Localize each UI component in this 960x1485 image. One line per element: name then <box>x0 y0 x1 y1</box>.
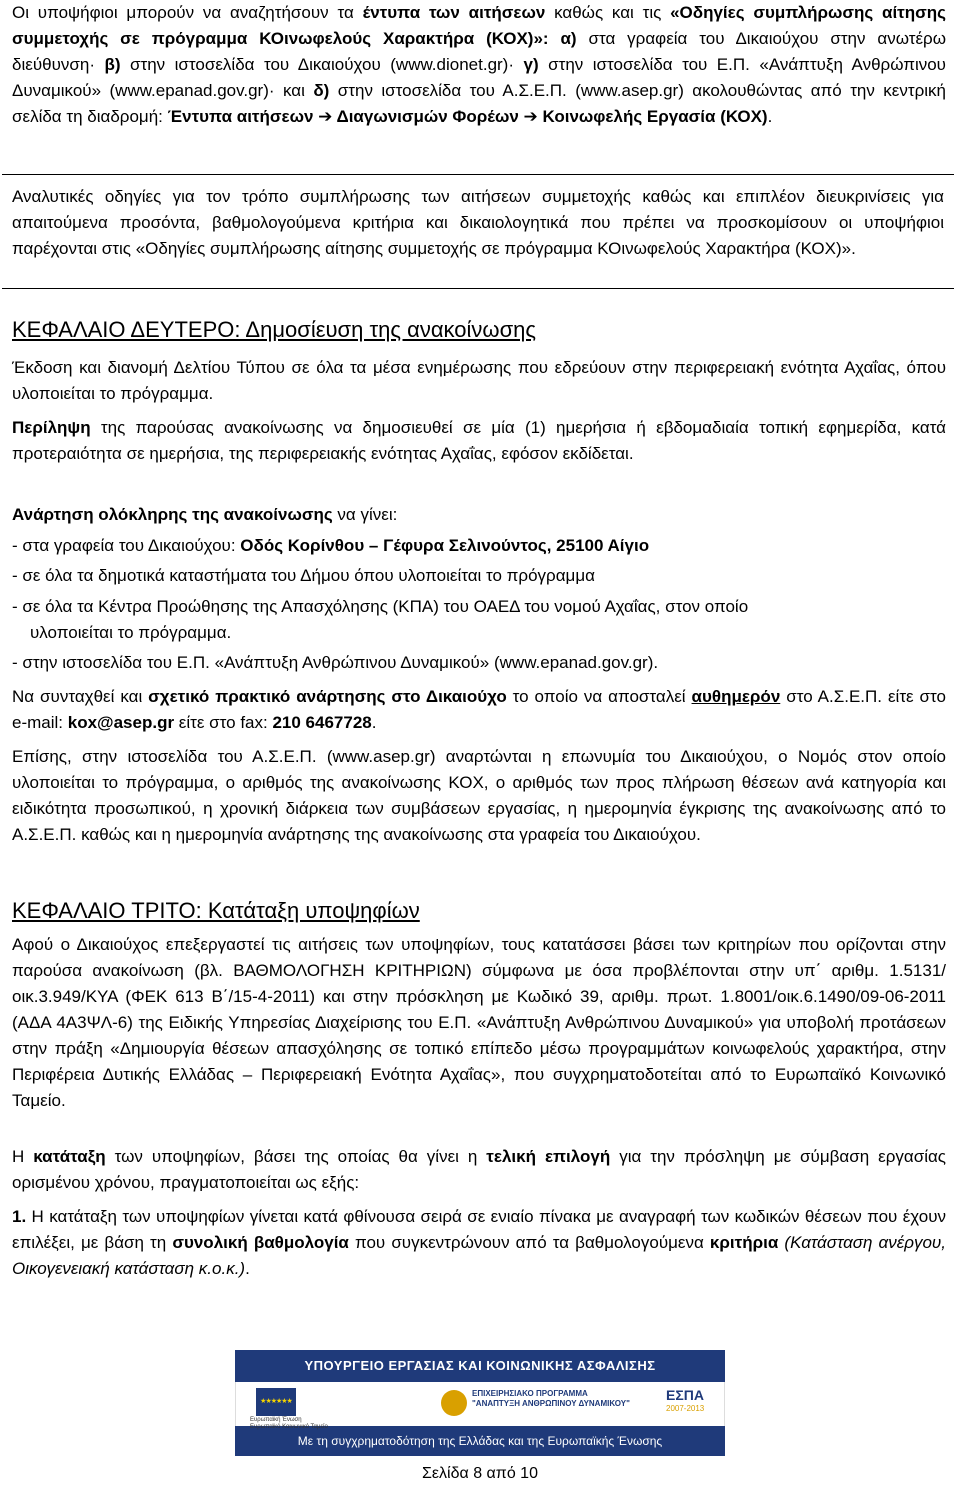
text: . <box>245 1259 250 1278</box>
list-marker: δ) <box>313 81 330 100</box>
summary-paragraph <box>12 415 946 467</box>
text: στην ιστοσελίδα του Δικαιούχου (www.dionet.gr)· <box>120 55 524 74</box>
press-release-paragraph <box>12 355 946 407</box>
chapter2-heading <box>12 316 536 344</box>
text-italic: (Κατάσταση ανέργου, Οικογενειακή κατάσταση κ.ο.κ.) <box>12 1233 946 1278</box>
text: Αφού ο Δικαιούχος επεξεργαστεί τις αιτήσεις των υποψηφίων, τους κατατάσσει βάσει των κριτηρίων που ορίζονται στην παρούσα ανακοίνωση (βλ. ΒΑΘΜΟΛΟΓΗΣΗ ΚΡΙΤΗΡΙΩΝ) σύμφωνα με όσα προβλέπονται στην υπ΄ αριθμ. 1.5131/οικ.3.949/ΚΥΑ (ΦΕΚ 613 Β΄/15-4-2011) και στην πρόσκληση με Κωδικό 39, αριθμ. πρωτ. 1.8001/οικ.6.1490/09-06-2011 (ΑΔΑ 4Α3ΨΛ-6) της Ειδικής Υπηρεσίας Διαχείρισης του Ε.Π. «Ανάπτυξη Ανθρώπινου Δυναμικού» για υποβολή προτάσεων στην πράξη «Δημιουργία θέσεων απασχόλησης σε τοπικό επίπεδο μέσω προγραμμάτων κοινωφελούς χαρακτήρα, στην Περιφέρεια Δυτικής Ελλάδας – Περιφερειακή Ενότητα Αχαΐας», που συγχρηματοδοτείται από το Ευρωπαϊκό Κοινωνικό Ταμείο. <box>12 935 946 1110</box>
text-bold: σχετικό πρακτικό ανάρτησης στο Δικαιούχο <box>148 687 507 706</box>
ministry-bar <box>235 1350 725 1382</box>
text: να γίνει: <box>332 505 398 524</box>
list-marker: 1. <box>12 1207 27 1226</box>
text: Να συνταχθεί και <box>12 687 149 706</box>
instructions-text: Αναλυτικές οδηγίες για τον τρόπο συμπλήρωσης των αιτήσεων συμμετοχής καθώς και επιπλέον διευκρινίσεις για απαιτούμενα προσόντα, βαθμολογούμενα κριτήρια και δικαιολογητικά που πρέπει να προσκομίσουν οι υποψήφιοι παρέχονται στις «Οδηγίες συμπλήρωσης αίτησης συμμετοχής σε πρόγραμμα ΚΟινωφελούς Χαρακτήρα (ΚΟΧ)». <box>12 187 944 258</box>
text: - στην ιστοσελίδα του Ε.Π. «Ανάπτυξη Ανθρώπινου Δυναμικού» (www.epanad.gov.gr). <box>12 653 659 672</box>
ranking-intro-paragraph <box>12 932 946 1114</box>
list-marker: β) <box>104 55 121 74</box>
text-bold: «Οδηγίες συμπλήρωσης αίτησης συμμετοχής σε πρόγραμμα ΚΟινωφελούς Χαρακτήρα (ΚΟΧ)»: <box>12 3 946 48</box>
text: Η κατάταξη των υποψηφίων γίνεται κατά φθίνουσα σειρά σε ενιαίο πίνακα με αναγραφή των κωδικών θέσεων που έχουν επιλέξει, με βάση τη <box>12 1207 946 1252</box>
text: που συγκεντρώνουν από τα βαθμολογούμενα <box>348 1233 710 1252</box>
text: καθώς και τις <box>545 3 671 22</box>
posting-item <box>12 594 946 646</box>
record-paragraph <box>12 684 946 736</box>
text-bold: Ανάρτηση ολόκληρης της ανακοίνωσης <box>12 505 333 524</box>
chapter3-title: ΚΕΦΑΛΑΙΟ ΤΡΙΤΟ: Κατάταξη υποψηφίων <box>12 898 420 923</box>
text: Επίσης, στην ιστοσελίδα του Α.Σ.Ε.Π. (www.asep.gr) αναρτώνται η επωνυμία του Δικαιούχου, ο Νομός στον οποίο υλοποιείται το πρόγραμμα, ο αριθμός της ανακοίνωσης ΚΟΧ, ο αριθμός των προς πλήρωση θέσεων ανά κατηγορία και ειδικότητα προσωπικού, η χρονική διάρκεια των συμβάσεων εργασίας, η ημερομηνία έγκρισης της ανακοίνωσης από το Α.Σ.Ε.Π. καθώς και η ημερομηνία ανάρτησης της ανακοίνωσης στα γραφεία του Δικαιούχου. <box>12 747 946 844</box>
intro-paragraph <box>12 0 946 130</box>
cofunding-text: Με τη συγχρηματοδότηση της Ελλάδας και της Ευρωπαϊκής Ένωσης <box>297 1434 663 1448</box>
list-marker: γ) <box>523 55 539 74</box>
text-bold: έντυπα των αιτήσεων <box>362 3 546 22</box>
posting-item <box>12 533 946 559</box>
list-marker: α) <box>560 29 577 48</box>
ranking-method-paragraph <box>12 1144 946 1196</box>
espa-years: 2007-2013 <box>666 1404 705 1413</box>
text: των υποψηφίων, βάσει της οποίας θα γίνει η <box>105 1147 487 1166</box>
posting-paragraph <box>12 502 946 528</box>
text: - στα γραφεία του Δικαιούχου: <box>12 536 241 555</box>
text-bold: συνολική βαθμολογία <box>172 1233 349 1252</box>
text: είτε στο fax: <box>174 713 273 732</box>
espa-logo: ΕΣΠΑ <box>666 1387 704 1403</box>
text-bold: Περίληψη <box>12 418 91 437</box>
address-bold: Οδός Κορίνθου – Γέφυρα Σελινούντος, 25100 Αίγιο <box>240 536 650 555</box>
text: στο Α.Σ.Ε.Π. είτε στο e-mail: <box>12 687 946 732</box>
text: - σε όλα τα δημοτικά καταστήματα του Δήμου όπου υλοποιείται το πρόγραμμα <box>12 566 595 585</box>
eu-caption: Ευρωπαϊκή Ένωση Ευρωπαϊκό Κοινωνικό Ταμείο <box>250 1417 328 1430</box>
logos-strip <box>235 1382 725 1430</box>
chapter3-heading <box>12 897 420 925</box>
text: Έκδοση και διανομή Δελτίου Τύπου σε όλα τα μέσα ενημέρωσης που εδρεύουν στην περιφερειακή ενότητα Αχαΐας, όπου υλοποιείται το πρόγραμμα. <box>12 358 946 403</box>
text: της παρούσας ανακοίνωσης να δημοσιευθεί σε μία (1) ημερήσια ή εβδομαδιαία τοπική εφημερίδα, κατά προτεραιότητα σε ημερήσια, της περιφερειακής ενότητας Αχαΐας, εφόσον εκδίδεται. <box>12 418 946 463</box>
ministry-name: ΥΠΟΥΡΓΕΙΟ ΕΡΓΑΣΙΑΣ ΚΑΙ ΚΟΙΝΩΝΙΚΗΣ ΑΣΦΑΛΙΣΗΣ <box>304 1358 656 1373</box>
ranking-rule-1 <box>12 1204 946 1282</box>
chapter2-title: Δημοσίευση της ανακοίνωσης <box>240 317 536 342</box>
instructions-box <box>2 174 954 289</box>
funding-banner <box>235 1350 725 1458</box>
posting-item <box>12 563 946 589</box>
text-bold: τελική επιλογή <box>486 1147 611 1166</box>
program-name: ΕΠΙΧΕΙΡΗΣΙΑΚΟ ΠΡΟΓΡΑΜΜΑ "ΑΝΑΠΤΥΞΗ ΑΝΘΡΩΠΙΝΟΥ ΔΥΝΑΜΙΚΟΥ" <box>472 1389 630 1408</box>
path-bold: Έντυπα αιτήσεων ➔ Διαγωνισμών Φορέων ➔ Κοινωφελής Εργασία (ΚΟΧ) <box>167 107 768 126</box>
text: - σε όλα τα Κέντρα Προώθησης της Απασχόλησης (ΚΠΑ) του ΟΑΕΔ του νομού Αχαΐας, στον οποίο <box>12 597 749 616</box>
text-bold-underline: αυθημερόν <box>691 687 781 706</box>
page-number: Σελίδα 8 από 10 <box>422 1465 538 1482</box>
text: . <box>767 107 773 126</box>
text: στην ιστοσελίδα του Ε.Π. «Ανάπτυξη Ανθρώπινου Δυναμικού» (www.epanad.gov.gr)· και <box>12 55 946 100</box>
text: το οποίο να αποσταλεί <box>506 687 692 706</box>
text-bold: κριτήρια <box>709 1233 779 1252</box>
fax-bold: 210 6467728 <box>272 713 372 732</box>
chapter2-label: ΚΕΦΑΛΑΙΟ ΔΕΥΤΕΡΟ: <box>12 317 241 342</box>
text: στα γραφεία του Δικαιούχου στην ανωτέρω διεύθυνση· <box>12 29 946 74</box>
text: Οι υποψήφιοι μπορούν να αναζητήσουν τα <box>12 3 363 22</box>
text: στην ιστοσελίδα του Α.Σ.Ε.Π. (www.asep.gr) ακολουθώντας από την κεντρική σελίδα τη διαδρομή: <box>12 81 947 126</box>
asep-paragraph <box>12 744 946 848</box>
posting-item <box>12 650 946 676</box>
text: για την πρόσληψη με σύμβαση εργασίας ορισμένου χρόνου, πραγματοποιείται ως εξής: <box>12 1147 946 1192</box>
text: Η <box>12 1147 34 1166</box>
program-logo-icon <box>441 1390 467 1416</box>
email-bold: kox@asep.gr <box>67 713 175 732</box>
text: υλοποιείται το πρόγραμμα. <box>30 623 232 642</box>
eu-flag-icon: ★★★★★★ <box>256 1388 296 1416</box>
text: . <box>371 713 377 732</box>
text-bold: κατάταξη <box>33 1147 106 1166</box>
